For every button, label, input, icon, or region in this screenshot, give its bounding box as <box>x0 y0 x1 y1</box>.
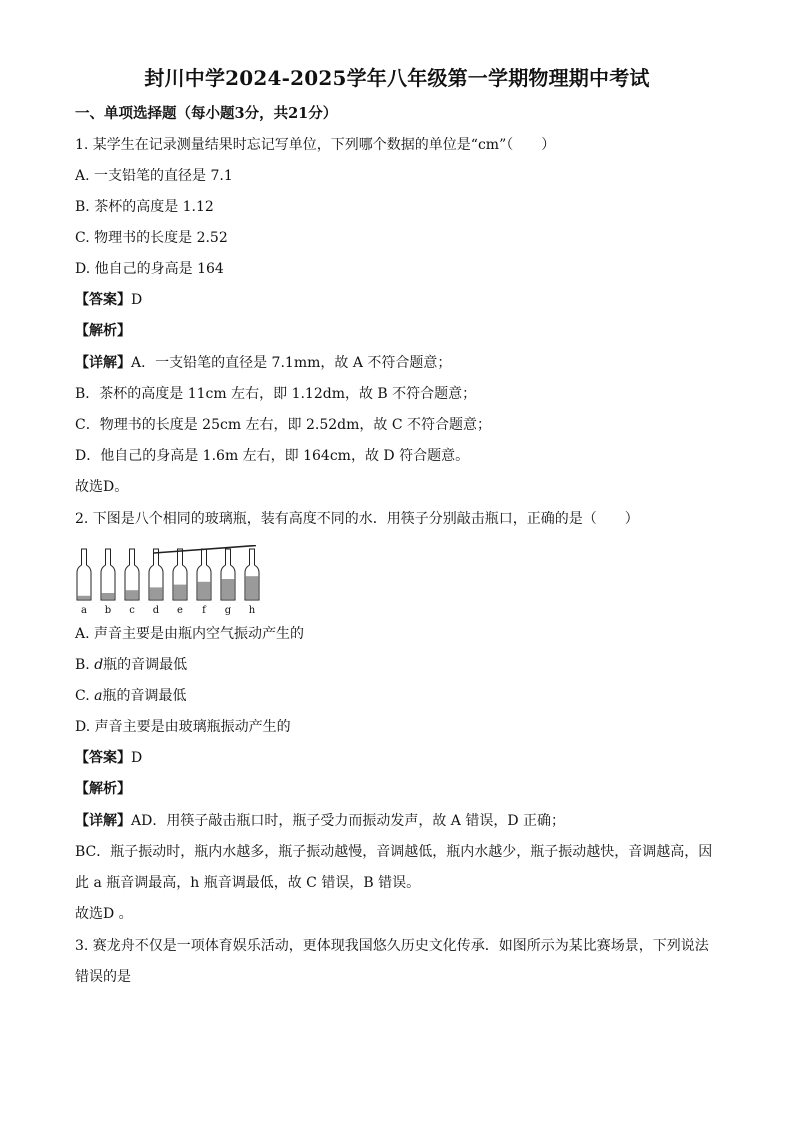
water-a <box>78 596 90 599</box>
q1-detail-tag: 【详解】 <box>75 355 131 371</box>
exam-title: 封川中学2024-2025学年八年级第一学期物理期中考试 <box>144 66 650 90</box>
section-heading: 一、单项选择题（每小题3分，共21分） <box>75 105 338 122</box>
q2-stem: 2. 下图是八个相同的玻璃瓶，装有高度不同的水．用筷子分别敲击瓶口，正确的是（ ） <box>75 511 639 527</box>
q2-answer-tag: 【答案】 <box>75 750 131 766</box>
q2-option-b-letter: d <box>94 657 104 673</box>
bottles-diagram <box>74 545 274 617</box>
q1-detail-c: C．物理书的长度是 25cm 左右，即 2.52dm，故 C 不符合题意； <box>75 417 492 433</box>
bottle-d <box>149 549 163 616</box>
q3-stem-line1: 3. 赛龙舟不仅是一项体育娱乐活动，更体现我国悠久历史文化传承．如图所示为某比赛场景，下列说法 <box>75 938 709 954</box>
q2-detail-bc-line1: BC．瓶子振动时，瓶内水越多，瓶子振动越慢，音调越低，瓶内水越少，瓶子振动越快，音调越高，因 <box>75 844 713 860</box>
water-e <box>174 585 186 600</box>
water-b <box>102 593 114 599</box>
bottle-label-e: e <box>177 605 183 616</box>
q2-option-b-prefix: B. <box>75 657 95 673</box>
q2-detail-ad <box>75 811 725 831</box>
bottle-outline-a <box>77 549 91 600</box>
q1-answer-value: D <box>131 292 143 308</box>
water-c <box>126 590 138 599</box>
q1-answer <box>75 290 725 310</box>
bottle-g <box>221 549 235 616</box>
q1-conclusion: 故选D。 <box>75 479 129 495</box>
q1-option-a: A. 一支铅笔的直径是 7.1 <box>75 168 233 184</box>
bottle-label-b: b <box>104 605 112 616</box>
q1-answer-tag: 【答案】 <box>75 292 131 308</box>
bottle-label-h: h <box>248 605 256 616</box>
q1-detail-a <box>75 353 725 373</box>
water-g <box>222 579 234 599</box>
q2-option-c-prefix: C. <box>75 688 95 704</box>
bottle-h <box>245 549 259 616</box>
bottle-e <box>173 549 187 616</box>
bottles-figure <box>74 545 274 617</box>
q1-option-c: C. 物理书的长度是 2.52 <box>75 230 228 246</box>
q2-detail-tag: 【详解】 <box>75 813 131 829</box>
q1-option-d: D. 他自己的身高是 164 <box>75 261 224 277</box>
bottle-a <box>77 549 91 616</box>
bottle-label-g: g <box>224 605 232 616</box>
bottle-outline-b <box>101 549 115 600</box>
q3-stem-line2: 错误的是 <box>75 969 131 985</box>
q1-detail-a-text: A．一支铅笔的直径是 7.1mm，故 A 不符合题意； <box>131 355 452 371</box>
bottle-f <box>197 549 211 616</box>
q2-conclusion: 故选D 。 <box>75 906 133 922</box>
q2-option-c <box>75 686 725 706</box>
bottle-label-a: a <box>81 605 87 616</box>
q2-answer-value: D <box>131 750 143 766</box>
q2-option-d: D. 声音主要是由玻璃瓶振动产生的 <box>75 719 291 735</box>
q2-option-c-letter: a <box>94 688 103 704</box>
q1-detail-b: B．茶杯的高度是 11cm 左右，即 1.12dm，故 B 不符合题意； <box>75 386 477 402</box>
q1-detail-d: D．他自己的身高是 1.6m 左右，即 164cm，故 D 符合题意。 <box>75 448 470 464</box>
q1-stem: 1. 某学生在记录测量结果时忘记写单位，下列哪个数据的单位是“cm”（ ） <box>75 137 556 153</box>
bottle-label-c: c <box>129 605 135 616</box>
q2-answer <box>75 748 725 768</box>
q2-detail-bc-line2: 此 a 瓶音调最高，h 瓶音调最低，故 C 错误，B 错误。 <box>75 875 421 891</box>
q2-option-a: A. 声音主要是由瓶内空气振动产生的 <box>75 626 305 642</box>
bottle-b <box>101 549 115 616</box>
water-f <box>198 582 210 599</box>
q2-option-c-text: 瓶的音调最低 <box>102 688 187 704</box>
q2-analysis-tag: 【解析】 <box>75 781 131 797</box>
bottle-label-d: d <box>152 605 160 616</box>
q1-analysis-tag: 【解析】 <box>75 323 131 339</box>
bottle-c <box>125 549 139 616</box>
water-d <box>150 587 162 599</box>
bottle-label-f: f <box>202 605 206 616</box>
q1-option-b: B. 茶杯的高度是 1.12 <box>75 199 214 215</box>
q2-detail-ad-text: AD．用筷子敲击瓶口时，瓶子受力而振动发声，故 A 错误，D 正确； <box>131 813 566 829</box>
q2-option-b-text: 瓶的音调最低 <box>103 657 188 673</box>
water-h <box>246 576 258 599</box>
q2-option-b <box>75 655 725 675</box>
